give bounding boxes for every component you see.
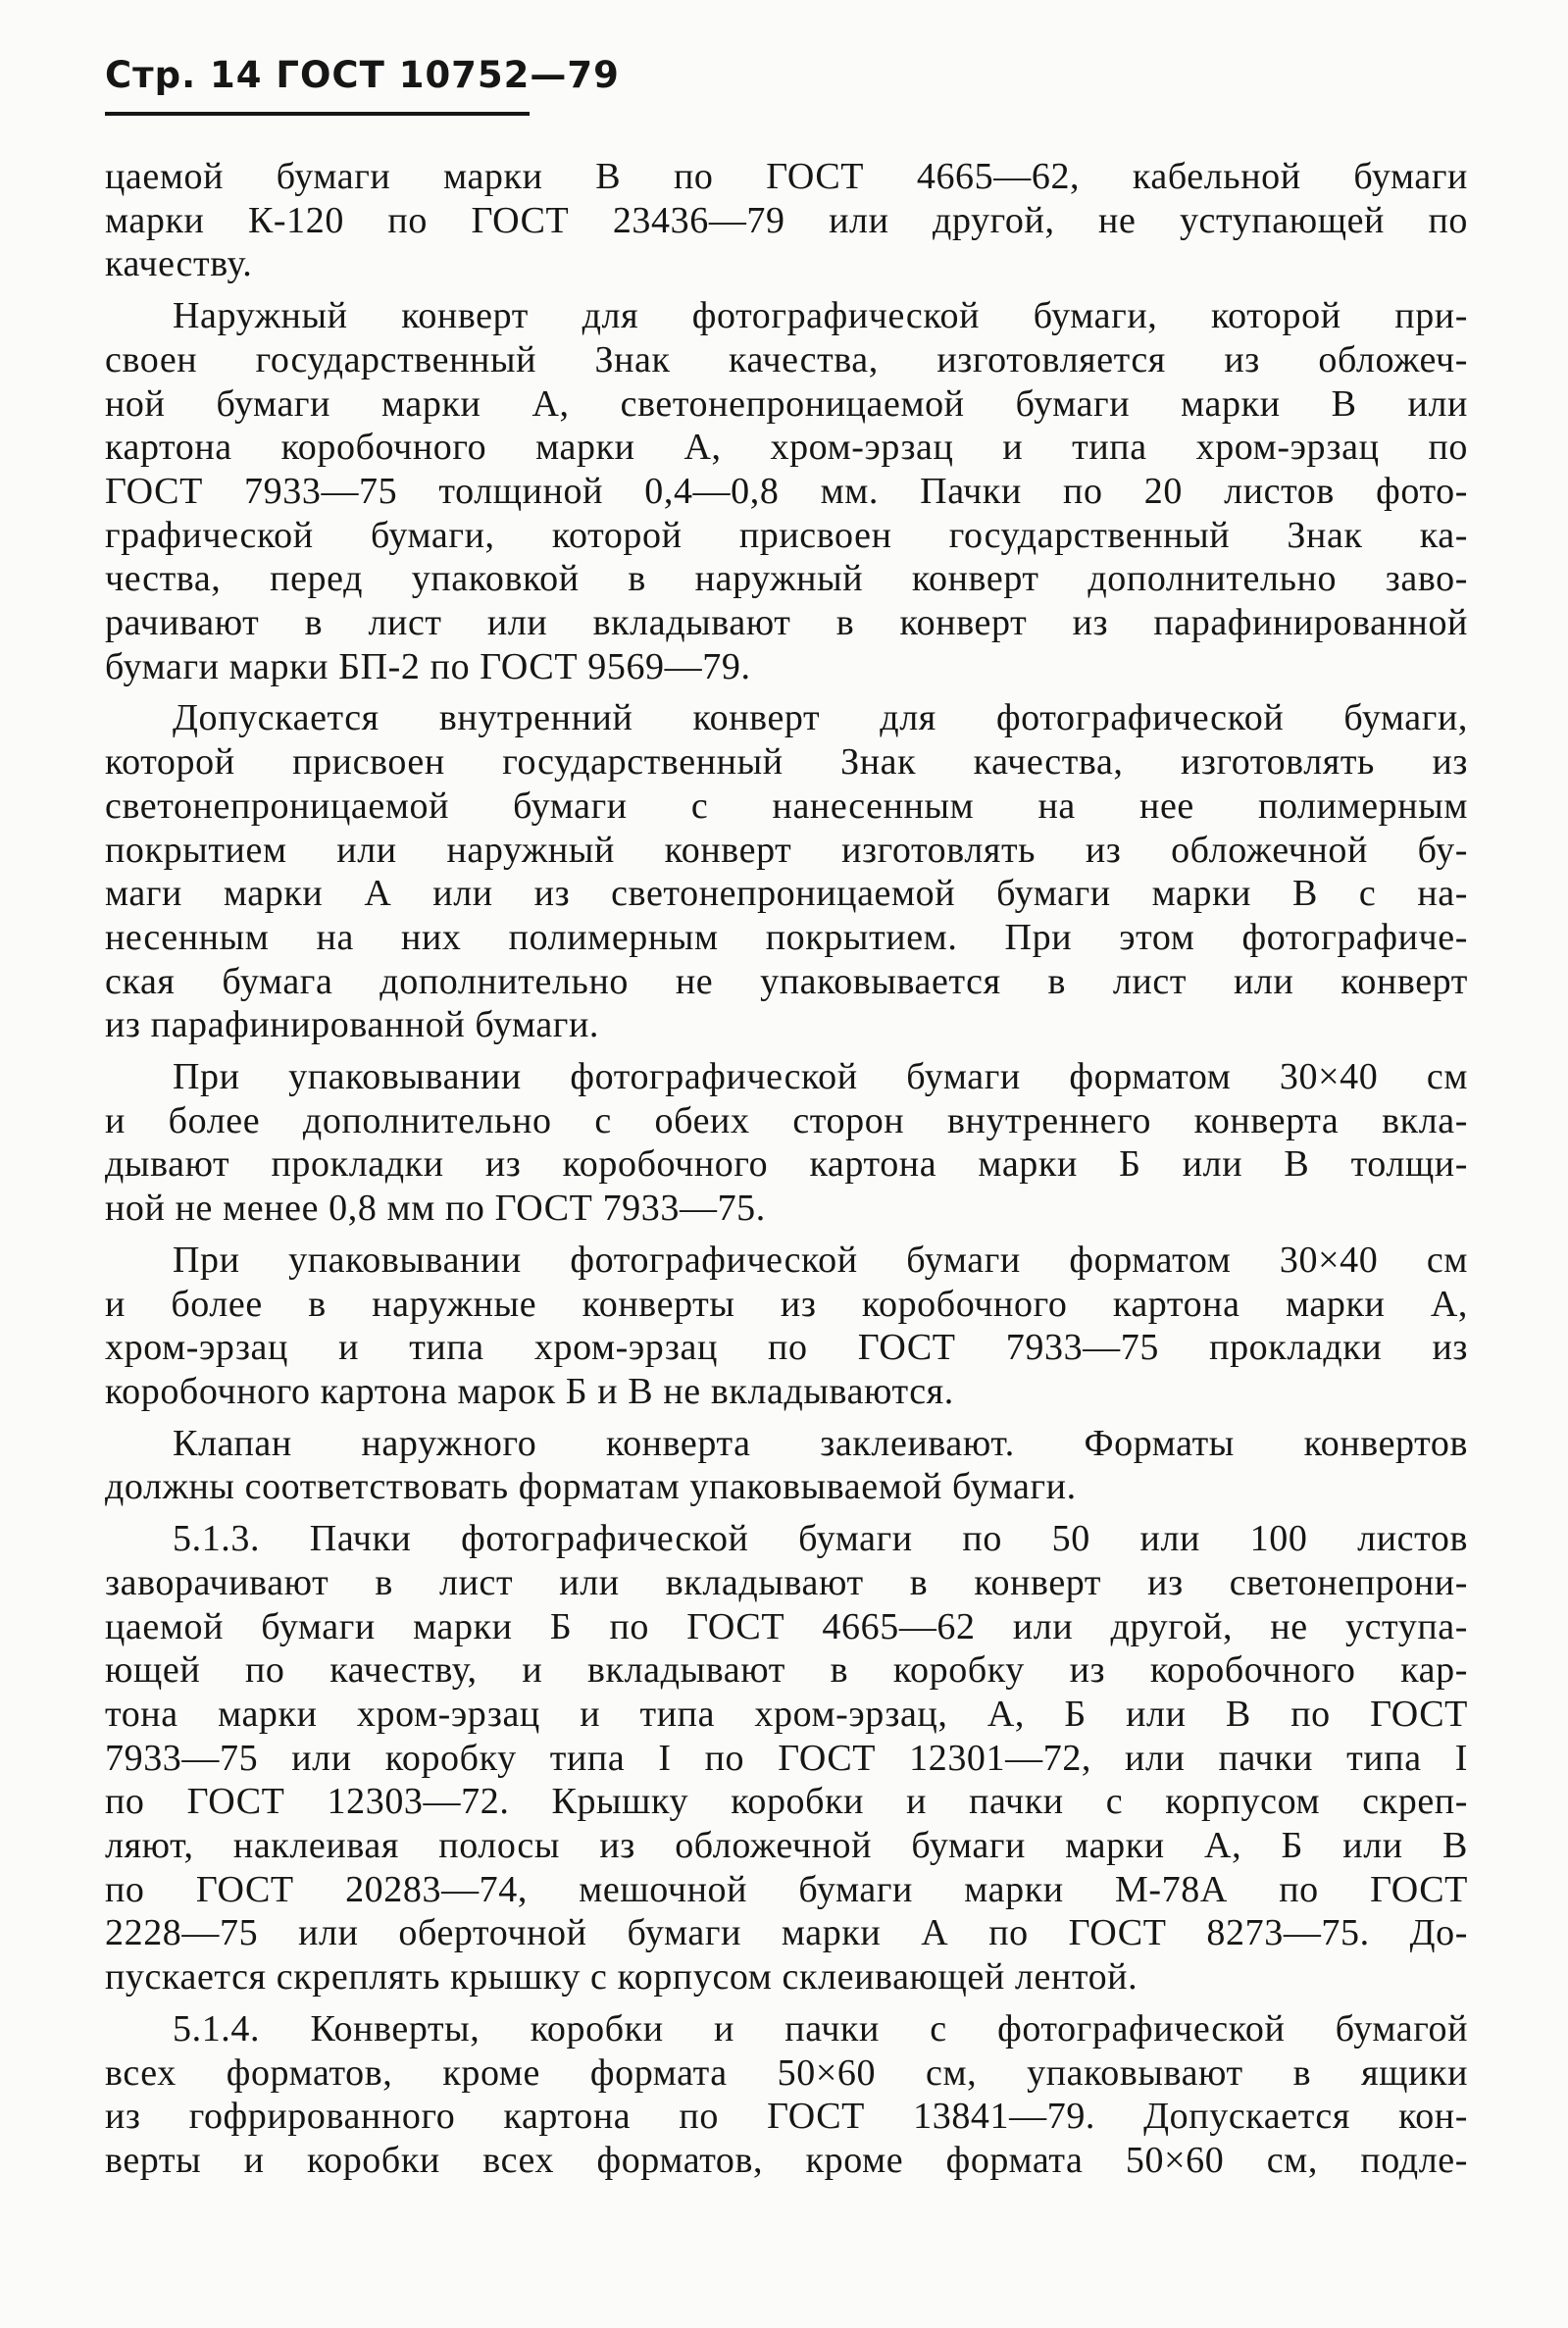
text-line: Допускается внутренний конверт для фотографической бумаги, xyxy=(173,697,1468,739)
text-line: При упаковывании фотографической бумаги форматом 30×40 см xyxy=(173,1056,1468,1098)
text-line: 5.1.4. Конверты, коробки и пачки с фотографической бумагой xyxy=(173,2007,1468,2050)
text-line: и более в наружные конверты из коробочного картона марки А, xyxy=(105,1283,1468,1325)
text-line: цаемой бумаги марки Б по ГОСТ 4665—62 или другой, не уступа- xyxy=(105,1605,1468,1647)
paragraph-p4 xyxy=(105,1055,1468,1231)
text-line: картона коробочного марки А, хром-эрзац и типа хром-эрзац по xyxy=(105,427,1468,469)
text-line: тона марки хром-эрзац и типа хром-эрзац, А, Б или В по ГОСТ xyxy=(105,1693,1468,1735)
page-header: Стр. 14 ГОСТ 10752—79 xyxy=(105,54,620,96)
paragraph-p3 xyxy=(105,696,1468,1047)
text-line: должны соответствовать форматам упаковываемой бумаги. xyxy=(105,1466,1077,1508)
paragraph-p2 xyxy=(105,294,1468,688)
text-line: рачивают в лист или вкладывают в конверт из парафинированной xyxy=(105,602,1468,644)
text-line: Клапан наружного конверта заклеивают. Форматы конвертов xyxy=(173,1422,1468,1464)
text-line: марки К-120 по ГОСТ 23436—79 или другой, не уступающей по xyxy=(105,199,1468,241)
text-line: пускается скреплять крышку с корпусом склеивающей лентой. xyxy=(105,1956,1138,1999)
text-line: ной не менее 0,8 мм по ГОСТ 7933—75. xyxy=(105,1188,766,1230)
paragraph-p5 xyxy=(105,1239,1468,1414)
text-line: покрытием или наружный конверт изготовлять из обложечной бу- xyxy=(105,829,1468,871)
text-line: 5.1.3. Пачки фотографической бумаги по 50 или 100 листов xyxy=(173,1518,1468,1560)
text-line: ющей по качеству, и вкладывают в коробку из коробочного кар- xyxy=(105,1649,1468,1692)
text-line: ская бумага дополнительно не упаковывается в лист или конверт xyxy=(105,960,1468,1002)
paragraph-p6 xyxy=(105,1422,1468,1509)
text-line: коробочного картона марок Б и В не вкладываются. xyxy=(105,1370,954,1412)
header-rule xyxy=(105,112,530,116)
text-line: дывают прокладки из коробочного картона марки Б или В толщи- xyxy=(105,1143,1468,1186)
text-line: хром-эрзац и типа хром-эрзац по ГОСТ 7933—75 прокладки из xyxy=(105,1327,1468,1369)
paragraph-p8 xyxy=(105,2007,1468,2183)
text-line: по ГОСТ 20283—74, мешочной бумаги марки М-78А по ГОСТ xyxy=(105,1868,1468,1910)
text-line: чества, перед упаковкой в наружный конверт дополнительно заво- xyxy=(105,558,1468,600)
text-line: 7933—75 или коробку типа I по ГОСТ 12301—72, или пачки типа I xyxy=(105,1737,1468,1779)
text-line: ной бумаги марки А, светонепроницаемой бумаги марки В или xyxy=(105,382,1468,425)
text-line: Наружный конверт для фотографической бумаги, которой при- xyxy=(173,295,1468,337)
text-line: ГОСТ 7933—75 толщиной 0,4—0,8 мм. Пачки по 20 листов фото- xyxy=(105,470,1468,512)
text-line: и более дополнительно с обеих сторон внутреннего конверта вкла- xyxy=(105,1099,1468,1141)
text-line: всех форматов, кроме формата 50×60 см, упаковывают в ящики xyxy=(105,2051,1468,2094)
text-line: маги марки А или из светонепроницаемой бумаги марки В с на- xyxy=(105,873,1468,915)
text-line: графической бумаги, которой присвоен государственный Знак ка- xyxy=(105,514,1468,556)
text-line: цаемой бумаги марки В по ГОСТ 4665—62, кабельной бумаги xyxy=(105,156,1468,197)
text-line: ляют, наклеивая полосы из обложечной бумаги марки А, Б или В xyxy=(105,1825,1468,1867)
text-line: своен государственный Знак качества, изготовляется из обложеч- xyxy=(105,338,1468,380)
text-line: 2228—75 или оберточной бумаги марки А по ГОСТ 8273—75. До- xyxy=(105,1912,1468,1954)
text-line: верты и коробки всех форматов, кроме формата 50×60 см, подле- xyxy=(105,2139,1468,2181)
text-line: несенным на них полимерным покрытием. При этом фотографиче- xyxy=(105,916,1468,958)
text-line: по ГОСТ 12303—72. Крышку коробки и пачки с корпусом скреп- xyxy=(105,1781,1468,1823)
text-line: бумаги марки БП-2 по ГОСТ 9569—79. xyxy=(105,645,751,687)
text-line: из парафинированной бумаги. xyxy=(105,1004,600,1046)
text-line: которой присвоен государственный Знак качества, изготовлять из xyxy=(105,741,1468,784)
text-line: качеству. xyxy=(105,243,253,285)
paragraph-p1 xyxy=(105,155,1468,286)
text-line: При упаковывании фотографической бумаги форматом 30×40 см xyxy=(173,1239,1468,1281)
text-line: светонепроницаемой бумаги с нанесенным на нее полимерным xyxy=(105,784,1468,827)
text-line: из гофрированного картона по ГОСТ 13841—79. Допускается кон- xyxy=(105,2096,1468,2138)
document-body xyxy=(105,155,1468,2191)
paragraph-p7 xyxy=(105,1517,1468,1999)
text-line: заворачивают в лист или вкладывают в конверт из светонепрони- xyxy=(105,1561,1468,1603)
